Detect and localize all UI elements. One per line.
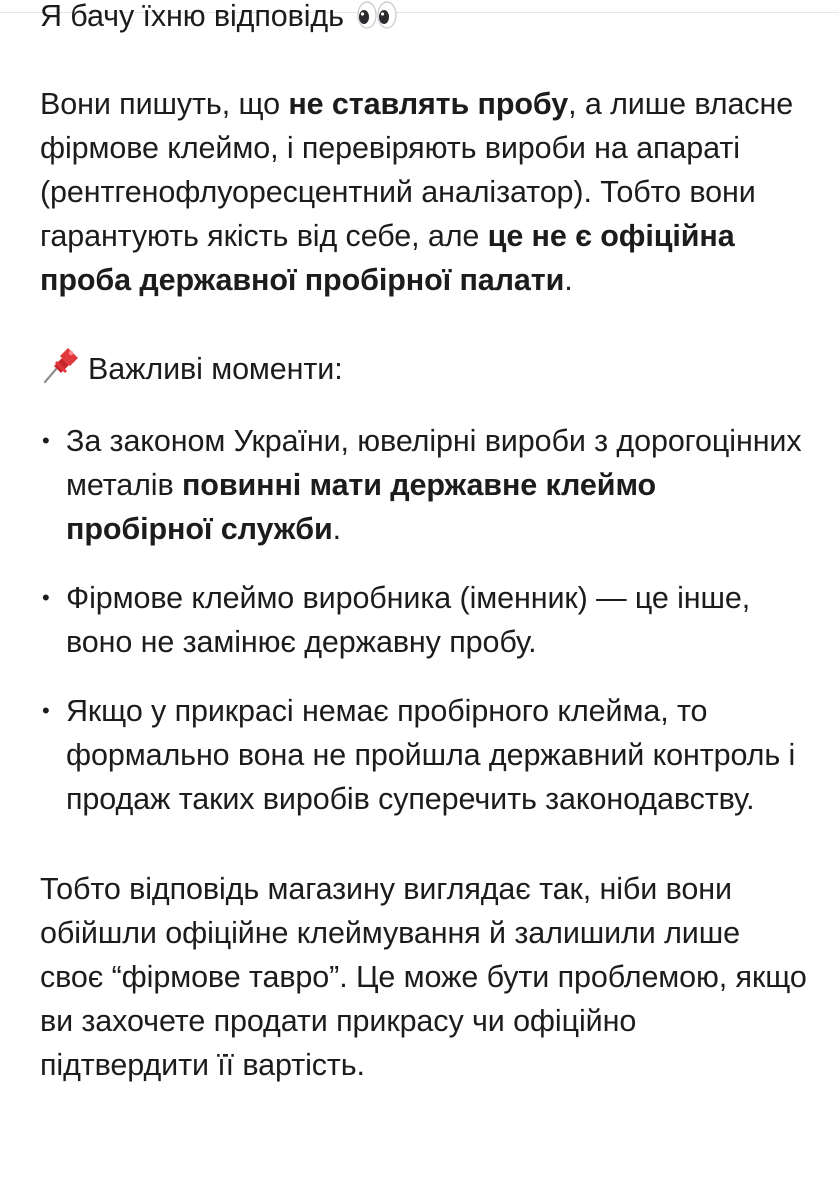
bullet-1-text-end: . [332,512,341,546]
intro-line [40,0,810,38]
paragraph1-bold-2: це не є офіційна проба державної пробірної палати [40,219,735,297]
paragraph1-text-2: , а лише власне фірмове клеймо, і перевіряють вироби на апараті (рентгенофлуоресцентний аналізатор). Тобто вони гарантують якість від себе, але [40,87,794,253]
bullet-marker: • [42,428,50,453]
paragraph1-text-1: Вони пишуть, що [40,87,289,121]
important-heading-line [40,346,810,391]
list-item [40,419,810,551]
paragraph-shop-reply [40,82,810,302]
list-item [40,576,810,664]
paragraph-conclusion: Тобто відповідь магазину виглядає так, ніби вони обійшли офіційне клеймування й залишили лише своє “фірмове тавро”. Це може бути проблемою, якщо ви захочете продати прикрасу чи офіційно підтвердити її вартість. [40,872,807,1082]
bullet-2-text: Фірмове клеймо виробника (іменник) — це інше, воно не замінює державну пробу. [66,581,751,659]
paragraph1-bold-1: не ставлять пробу [288,87,569,121]
important-heading: Важливі моменти: [88,352,343,386]
pushpin-icon [40,346,80,386]
chat-message [40,0,810,1087]
paragraph1-text-3: . [564,263,573,297]
list-item [40,689,810,821]
important-points-list [40,419,810,821]
bullet-1-text: За законом України, ювелірні вироби з дорогоцінних металів [66,424,802,502]
bullet-1-bold: повинні мати державне клеймо пробірної служби [66,468,657,546]
eyes-icon [356,0,398,30]
bullet-3-text: Якщо у прикрасі немає пробірного клейма, то формально вона не пройшла державний контроль і продаж таких виробів суперечить законодавству. [66,694,796,816]
bullet-marker: • [42,698,50,723]
intro-text: Я бачу їхню відповідь [40,0,344,33]
bullet-marker: • [42,585,50,610]
